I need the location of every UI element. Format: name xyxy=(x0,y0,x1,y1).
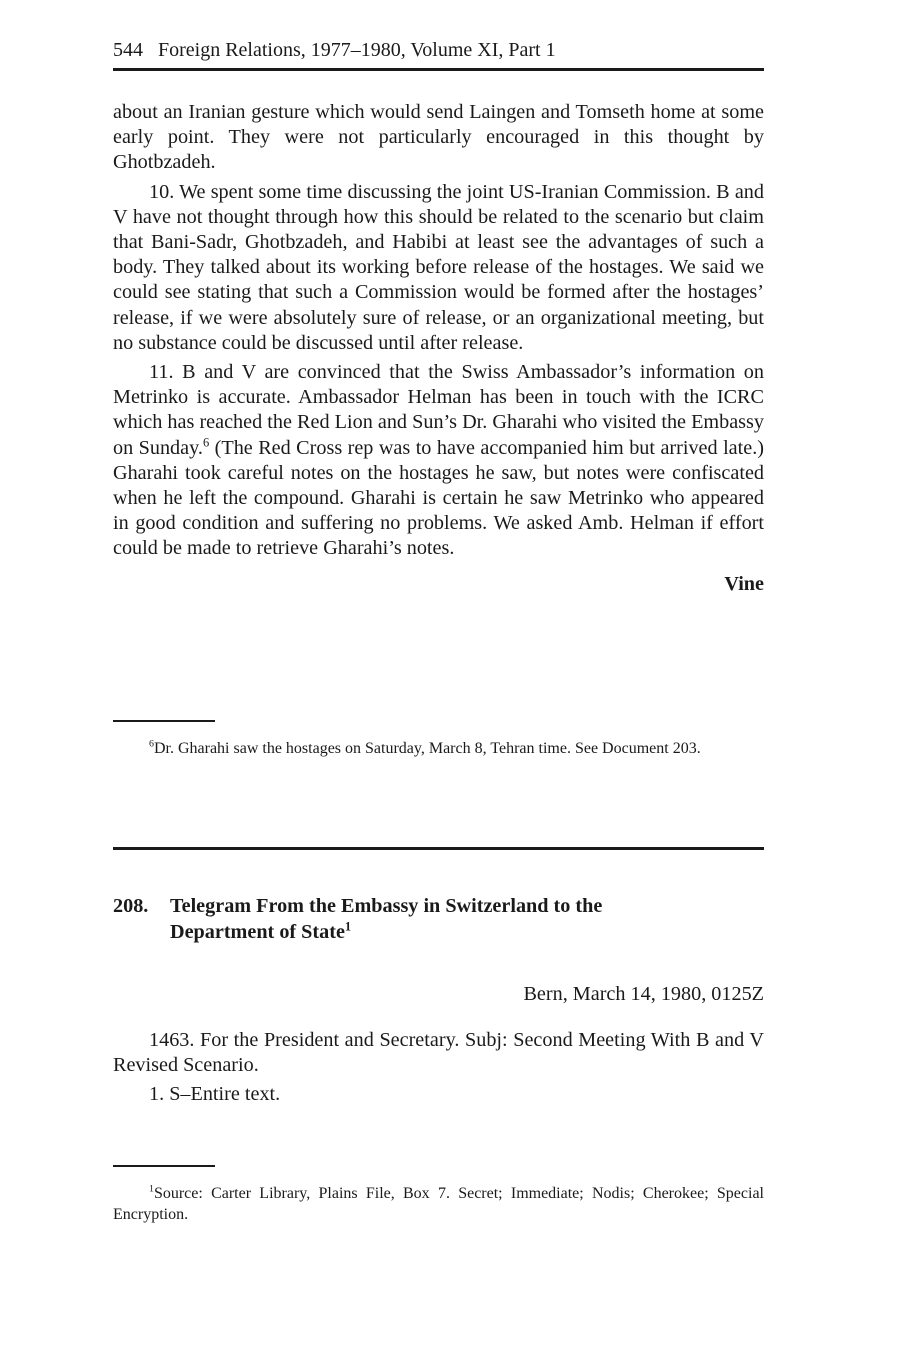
paragraph-11-part-1: 11. B and V are convinced that the Swiss Ambassador’s information on Metrinko is accurate. Ambassador Helman has been in touch with the ICRC which has reached the Red Lion and Sun’s Dr. Gharahi who visited the Embassy on Sunday. xyxy=(113,361,764,459)
dateline: Bern, March 14, 1980, 0125Z xyxy=(523,983,764,1005)
footnote-ref-1: 1 xyxy=(344,918,352,933)
footnote-text: Dr. Gharahi saw the hostages on Saturday, March 8, Tehran time. See Document 203. xyxy=(153,740,701,757)
footnote-marker: 6 xyxy=(149,738,154,750)
paragraph-1463: 1463. For the President and Secretary. Subj: Second Meeting With B and V Revised Scenario. xyxy=(113,1029,764,1077)
document-body xyxy=(113,1028,764,1112)
paragraph-11-part-2: (The Red Cross rep was to have accompanied him but arrived late.) Gharahi took careful notes on the hostages he saw, but notes were confiscated when he left the compound. Gharahi is certain he saw Metrinko who appeared in good condition and suffering no problems. We asked Amb. Helman if effort could be made to retrieve Gharahi’s notes. xyxy=(113,436,764,560)
footnote-rule xyxy=(113,720,215,722)
page-number: 544 xyxy=(113,39,143,61)
paragraph-continuation: about an Iranian gesture which would send Laingen and Tomseth home at some early point. They were not particularly encouraged in this thought by Ghotbzadeh. xyxy=(113,101,764,174)
running-head-title: Foreign Relations, 1977–1980, Volume XI, Part 1 xyxy=(158,39,556,61)
previous-document-body xyxy=(113,100,764,601)
section-rule xyxy=(113,847,764,850)
paragraph-10: 10. We spent some time discussing the joint US-Iranian Commission. B and V have not thought through how this should be related to the scenario but claim that Bani-Sadr, Ghotbzadeh, and Habibi at least see the advantages of such a body. They talked about its working before release of the hostages. We said we could see stating that such a Commission would be formed after the hostages’ release, if we were absolutely sure of release, or an organizational meeting, but no substance could be discussed until after release. xyxy=(113,180,764,354)
footnote-1 xyxy=(113,1183,764,1225)
paragraph-1: 1. S–Entire text. xyxy=(149,1083,281,1106)
footnote-6 xyxy=(113,738,764,759)
document-heading xyxy=(113,894,764,945)
footnote-marker: 1 xyxy=(149,1183,154,1195)
footnote-ref-6: 6 xyxy=(202,434,210,449)
running-head xyxy=(113,36,764,64)
signature: Vine xyxy=(724,572,764,595)
header-rule xyxy=(113,68,764,71)
paragraph-11 xyxy=(113,360,764,562)
document-title xyxy=(170,894,690,945)
document-title-text: Telegram From the Embassy in Switzerland to the Department of State xyxy=(170,895,603,943)
footnote-text: Source: Carter Library, Plains File, Box 7. Secret; Immediate; Nodis; Cherokee; Special Encryption. xyxy=(113,1185,764,1223)
footnote-rule xyxy=(113,1165,215,1167)
document-number: 208. xyxy=(113,895,149,917)
